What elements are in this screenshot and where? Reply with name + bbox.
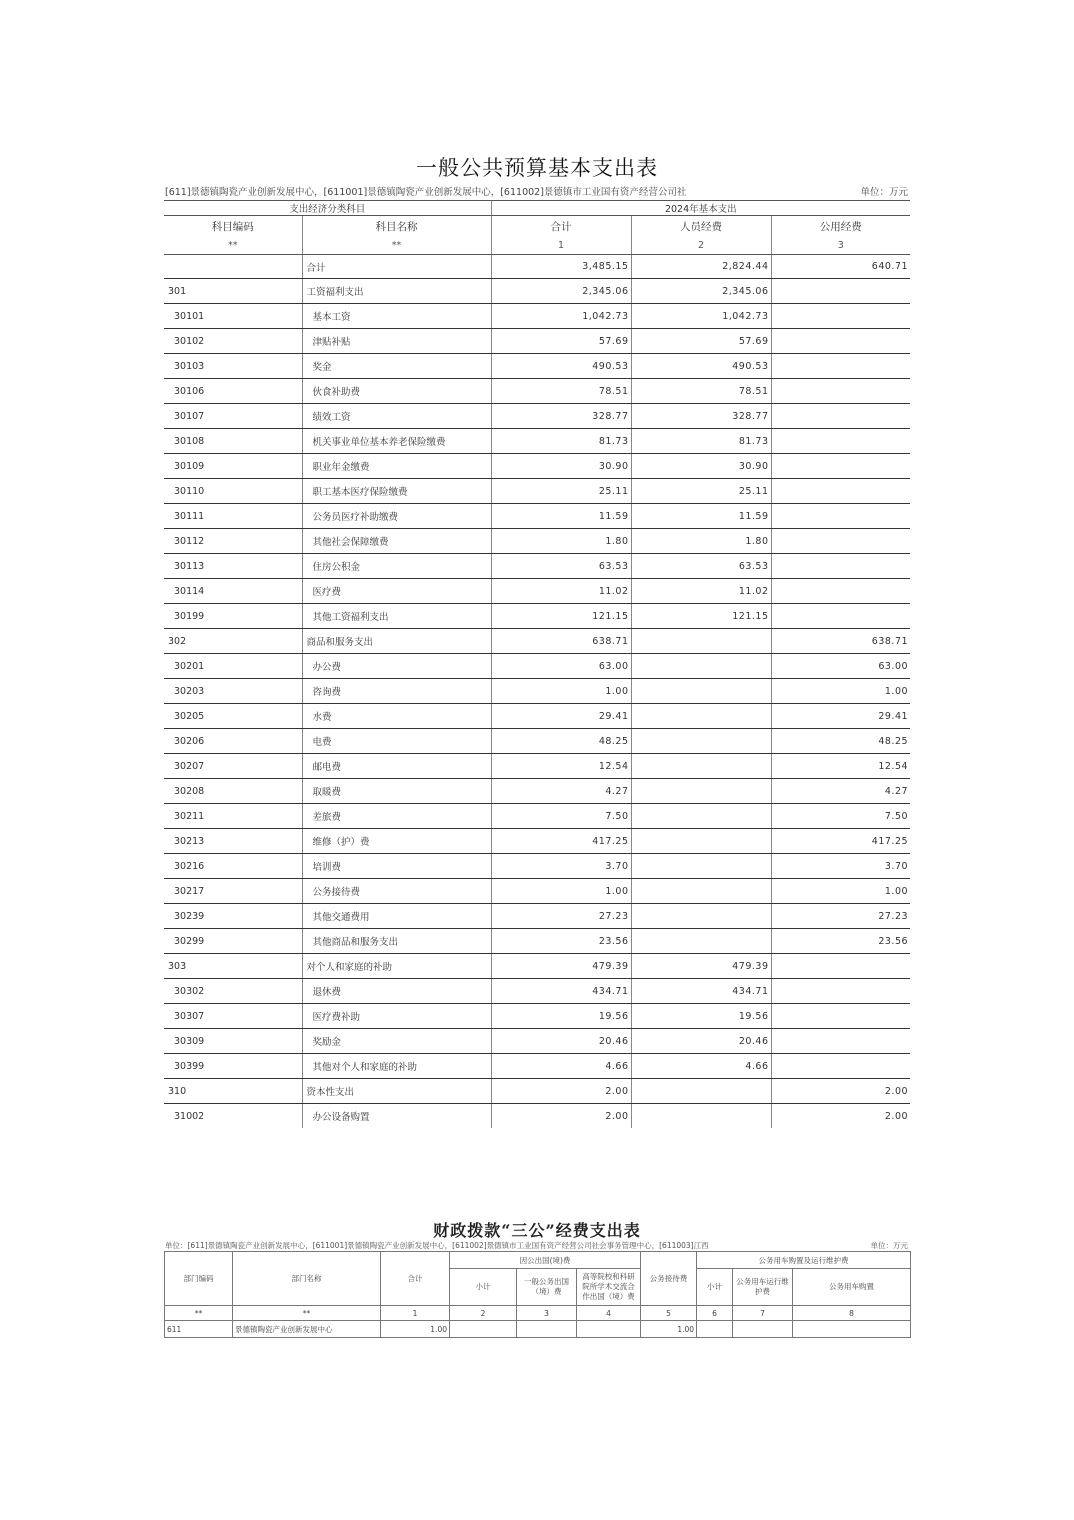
row-total: 78.51 <box>491 379 631 404</box>
row-public: 3.70 <box>771 854 910 879</box>
row-total: 2.00 <box>491 1079 631 1104</box>
row-personnel: 11.59 <box>631 504 771 529</box>
row-code: 30302 <box>164 979 302 1004</box>
index-public: 3 <box>771 236 910 255</box>
table-row <box>164 829 910 854</box>
row-name: 退休费 <box>302 979 491 1004</box>
row-public: 638.71 <box>771 629 910 654</box>
table-row <box>164 904 910 929</box>
budget-table-subtitle <box>165 184 910 198</box>
row-total: 4.66 <box>491 1054 631 1079</box>
row-personnel <box>631 704 771 729</box>
t2-data-row <box>165 1321 911 1338</box>
row-name: 维修（护）费 <box>302 829 491 854</box>
header-public: 公用经费 <box>771 216 910 237</box>
row-name: 绩效工资 <box>302 404 491 429</box>
row-public <box>771 404 910 429</box>
row-public <box>771 554 910 579</box>
row-name: 水费 <box>302 704 491 729</box>
t2-cell-code: 611 <box>165 1321 233 1338</box>
row-name: 机关事业单位基本养老保险缴费 <box>302 429 491 454</box>
row-public <box>771 1054 910 1079</box>
row-name: 商品和服务支出 <box>302 629 491 654</box>
three-public-table-title: 财政拨款“三公”经费支出表 <box>433 1221 641 1240</box>
row-total: 30.90 <box>491 454 631 479</box>
row-total: 48.25 <box>491 729 631 754</box>
row-name: 津贴补贴 <box>302 329 491 354</box>
row-total: 57.69 <box>491 329 631 354</box>
row-public: 1.00 <box>771 679 910 704</box>
t2-index: ** <box>165 1306 233 1321</box>
row-personnel: 20.46 <box>631 1029 771 1054</box>
three-public-org-names: 单位：[611]景德镇陶瓷产业创新发展中心，[611001]景德镇陶瓷产业创新发展中心，[611002]景德镇市工业国有资产经营公司社会事务管理中心，[611003]江西 <box>165 1241 709 1250</box>
row-personnel: 63.53 <box>631 554 771 579</box>
row-public <box>771 429 910 454</box>
row-name: 其他社会保障缴费 <box>302 529 491 554</box>
row-name: 差旅费 <box>302 804 491 829</box>
row-code: 30216 <box>164 854 302 879</box>
row-personnel: 1.80 <box>631 529 771 554</box>
row-code: 30208 <box>164 779 302 804</box>
table-row <box>164 954 910 979</box>
table-row <box>164 704 910 729</box>
row-code: 30111 <box>164 504 302 529</box>
row-code: 30203 <box>164 679 302 704</box>
row-total: 11.02 <box>491 579 631 604</box>
row-name: 其他商品和服务支出 <box>302 929 491 954</box>
row-code: 30101 <box>164 304 302 329</box>
row-code: 30112 <box>164 529 302 554</box>
row-personnel <box>631 804 771 829</box>
row-public <box>771 604 910 629</box>
table-row <box>164 779 910 804</box>
table-row <box>164 879 910 904</box>
row-public: 2.00 <box>771 1079 910 1104</box>
row-total: 1.80 <box>491 529 631 554</box>
row-public: 12.54 <box>771 754 910 779</box>
basic-expenditure-table <box>164 200 910 1128</box>
table-row <box>164 304 910 329</box>
table-row <box>164 454 910 479</box>
table-row <box>164 479 910 504</box>
row-code: 303 <box>164 954 302 979</box>
t2-cell-reception: 1.00 <box>641 1321 697 1338</box>
row-code: 30110 <box>164 479 302 504</box>
row-public <box>771 354 910 379</box>
row-total: 417.25 <box>491 829 631 854</box>
row-name: 基本工资 <box>302 304 491 329</box>
row-personnel <box>631 1079 771 1104</box>
row-name: 医疗费补助 <box>302 1004 491 1029</box>
table-row <box>164 554 910 579</box>
row-public <box>771 329 910 354</box>
row-personnel: 30.90 <box>631 454 771 479</box>
t2-header-vehicle-purchase: 公务用车购置 <box>793 1269 911 1306</box>
table-row <box>164 629 910 654</box>
t2-cell-total: 1.00 <box>381 1321 450 1338</box>
row-personnel: 57.69 <box>631 329 771 354</box>
row-name: 办公设备购置 <box>302 1104 491 1129</box>
row-total: 3,485.15 <box>491 255 631 279</box>
header-name: 科目名称 <box>302 216 491 237</box>
t2-cell-abroad-academic <box>577 1321 641 1338</box>
row-total: 490.53 <box>491 354 631 379</box>
t2-header-reception: 公务接待费 <box>641 1252 697 1306</box>
t2-index: 2 <box>450 1306 517 1321</box>
row-total: 434.71 <box>491 979 631 1004</box>
row-personnel <box>631 654 771 679</box>
row-personnel: 1,042.73 <box>631 304 771 329</box>
row-name: 办公费 <box>302 654 491 679</box>
row-public <box>771 954 910 979</box>
budget-table-title: 一般公共预算基本支出表 <box>416 156 658 180</box>
index-total: 1 <box>491 236 631 255</box>
table-row <box>164 329 910 354</box>
row-total: 1.00 <box>491 879 631 904</box>
row-name: 职工基本医疗保险缴费 <box>302 479 491 504</box>
three-public-table <box>164 1251 911 1338</box>
t2-header-abroad: 因公出国(境)费 <box>450 1252 641 1269</box>
table-row <box>164 929 910 954</box>
t2-header-dept-name: 部门名称 <box>233 1252 381 1306</box>
row-personnel <box>631 729 771 754</box>
three-public-unit: 单位：万元 <box>870 1241 908 1250</box>
row-total: 29.41 <box>491 704 631 729</box>
row-name: 其他工资福利支出 <box>302 604 491 629</box>
row-personnel: 479.39 <box>631 954 771 979</box>
table-row <box>164 604 910 629</box>
budget-unit: 单位：万元 <box>860 187 908 198</box>
row-code: 30107 <box>164 404 302 429</box>
row-public <box>771 304 910 329</box>
t2-index: 8 <box>793 1306 911 1321</box>
row-public: 7.50 <box>771 804 910 829</box>
row-code: 30205 <box>164 704 302 729</box>
row-code: 30213 <box>164 829 302 854</box>
row-code: 301 <box>164 279 302 304</box>
row-personnel: 2,345.06 <box>631 279 771 304</box>
row-personnel: 78.51 <box>631 379 771 404</box>
row-name: 公务接待费 <box>302 879 491 904</box>
t2-header-abroad-general: 一般公务出国（境）费 <box>517 1269 577 1306</box>
row-personnel: 434.71 <box>631 979 771 1004</box>
row-personnel: 2,824.44 <box>631 255 771 279</box>
row-public <box>771 379 910 404</box>
row-personnel: 81.73 <box>631 429 771 454</box>
row-code: 30207 <box>164 754 302 779</box>
row-total: 328.77 <box>491 404 631 429</box>
t2-header-abroad-subtotal: 小计 <box>450 1269 517 1306</box>
t2-index: 6 <box>697 1306 733 1321</box>
row-personnel <box>631 779 771 804</box>
row-total: 11.59 <box>491 504 631 529</box>
t2-header-vehicle: 公务用车购置及运行维护费 <box>697 1252 911 1269</box>
row-name: 其他对个人和家庭的补助 <box>302 1054 491 1079</box>
row-code: 31002 <box>174 1110 205 1122</box>
row-public: 63.00 <box>771 654 910 679</box>
row-name: 工资福利支出 <box>302 279 491 304</box>
row-code: 30206 <box>164 729 302 754</box>
t2-header-dept-code: 部门编码 <box>165 1252 233 1306</box>
row-name: 咨询费 <box>302 679 491 704</box>
header-group-economic-class: 支出经济分类科目 <box>164 201 491 216</box>
row-code: 30113 <box>164 554 302 579</box>
row-code: 30109 <box>164 454 302 479</box>
index-personnel: 2 <box>631 236 771 255</box>
row-name: 奖金 <box>302 354 491 379</box>
row-code: 30106 <box>164 379 302 404</box>
table-row <box>164 1104 910 1129</box>
table-row <box>164 404 910 429</box>
row-personnel: 11.02 <box>631 579 771 604</box>
row-name: 合计 <box>302 255 491 279</box>
t2-cell-name: 景德镇陶瓷产业创新发展中心 <box>233 1321 381 1338</box>
row-personnel <box>631 754 771 779</box>
t2-index: 3 <box>517 1306 577 1321</box>
row-name: 电费 <box>302 729 491 754</box>
row-public <box>771 1004 910 1029</box>
row-total: 479.39 <box>491 954 631 979</box>
row-public: 48.25 <box>771 729 910 754</box>
row-public <box>771 504 910 529</box>
row-code: 310 <box>164 1079 302 1104</box>
t2-index: ** <box>233 1306 381 1321</box>
row-total: 638.71 <box>491 629 631 654</box>
row-public <box>771 279 910 304</box>
t2-header-total: 合计 <box>381 1252 450 1306</box>
t2-cell-abroad-general <box>517 1321 577 1338</box>
table-row <box>164 854 910 879</box>
row-total: 1,042.73 <box>491 304 631 329</box>
row-total: 19.56 <box>491 1004 631 1029</box>
row-code: 30108 <box>164 429 302 454</box>
row-code: 30102 <box>164 329 302 354</box>
row-name: 邮电费 <box>302 754 491 779</box>
row-code: 30299 <box>164 929 302 954</box>
row-code: 30114 <box>164 579 302 604</box>
row-public: 4.27 <box>771 779 910 804</box>
row-code: 30399 <box>164 1054 302 1079</box>
t2-cell-vehicle-subtotal <box>697 1321 733 1338</box>
t2-header-vehicle-operation: 公务用车运行维护费 <box>733 1269 793 1306</box>
row-personnel: 25.11 <box>631 479 771 504</box>
table-row <box>164 529 910 554</box>
total-row <box>164 255 910 279</box>
row-code: 30199 <box>164 604 302 629</box>
row-total: 20.46 <box>491 1029 631 1054</box>
row-personnel <box>631 854 771 879</box>
table-row <box>164 804 910 829</box>
row-total: 2,345.06 <box>491 279 631 304</box>
row-total: 3.70 <box>491 854 631 879</box>
row-code: 30307 <box>164 1004 302 1029</box>
row-total: 63.00 <box>491 654 631 679</box>
t2-index: 4 <box>577 1306 641 1321</box>
table-row <box>164 429 910 454</box>
table-row <box>164 979 910 1004</box>
row-public: 1.00 <box>771 879 910 904</box>
row-personnel <box>631 1104 771 1129</box>
row-total: 12.54 <box>491 754 631 779</box>
budget-org-names: [611]景德镇陶瓷产业创新发展中心，[611001]景德镇陶瓷产业创新发展中心，[611002]景德镇市工业国有资产经营公司社 <box>165 187 687 198</box>
row-public <box>771 479 910 504</box>
header-personnel: 人员经费 <box>631 216 771 237</box>
table-row <box>164 354 910 379</box>
index-code: ** <box>164 236 302 255</box>
t2-index: 1 <box>381 1306 450 1321</box>
t2-index: 5 <box>641 1306 697 1321</box>
row-total: 23.56 <box>491 929 631 954</box>
row-personnel: 4.66 <box>631 1054 771 1079</box>
row-name: 对个人和家庭的补助 <box>302 954 491 979</box>
row-total: 121.15 <box>491 604 631 629</box>
row-public: 640.71 <box>771 255 910 279</box>
row-personnel <box>631 929 771 954</box>
row-public <box>771 979 910 1004</box>
row-name: 医疗费 <box>302 579 491 604</box>
table-row <box>164 1054 910 1079</box>
row-public <box>771 529 910 554</box>
row-public: 417.25 <box>771 829 910 854</box>
row-code: 30239 <box>164 904 302 929</box>
table-row <box>164 729 910 754</box>
row-total: 7.50 <box>491 804 631 829</box>
header-group-2024-basic: 2024年基本支出 <box>491 201 910 216</box>
row-public: 23.56 <box>771 929 910 954</box>
row-name: 伙食补助费 <box>302 379 491 404</box>
row-total: 25.11 <box>491 479 631 504</box>
row-personnel <box>631 904 771 929</box>
row-personnel: 490.53 <box>631 354 771 379</box>
row-total: 63.53 <box>491 554 631 579</box>
table-row <box>164 754 910 779</box>
table-row <box>164 654 910 679</box>
t2-cell-abroad-subtotal <box>450 1321 517 1338</box>
row-name: 公务员医疗补助缴费 <box>302 504 491 529</box>
table-row <box>164 679 910 704</box>
header-total: 合计 <box>491 216 631 237</box>
row-name: 职业年金缴费 <box>302 454 491 479</box>
row-public <box>771 1029 910 1054</box>
row-name: 培训费 <box>302 854 491 879</box>
row-total: 1.00 <box>491 679 631 704</box>
row-personnel <box>631 879 771 904</box>
row-public <box>771 579 910 604</box>
t2-index: 7 <box>733 1306 793 1321</box>
row-code: 30217 <box>164 879 302 904</box>
t2-cell-vehicle-operation <box>733 1321 793 1338</box>
row-personnel: 121.15 <box>631 604 771 629</box>
row-name: 其他交通费用 <box>302 904 491 929</box>
table-row <box>164 1029 910 1054</box>
basic-expenditure-rows <box>164 255 910 1129</box>
row-public: 27.23 <box>771 904 910 929</box>
row-public <box>771 454 910 479</box>
row-code: 30309 <box>164 1029 302 1054</box>
table-row <box>164 579 910 604</box>
index-name: ** <box>302 236 491 255</box>
row-total: 4.27 <box>491 779 631 804</box>
row-name: 住房公积金 <box>302 554 491 579</box>
row-code: 30103 <box>164 354 302 379</box>
t2-header-vehicle-subtotal: 小计 <box>697 1269 733 1306</box>
row-personnel <box>631 629 771 654</box>
row-name: 奖励金 <box>302 1029 491 1054</box>
row-personnel <box>631 679 771 704</box>
row-total: 2.00 <box>491 1104 631 1129</box>
table-row <box>164 379 910 404</box>
row-code <box>164 255 302 279</box>
row-total: 27.23 <box>491 904 631 929</box>
row-name: 取暖费 <box>302 779 491 804</box>
table-row <box>164 1004 910 1029</box>
header-code: 科目编码 <box>211 220 254 233</box>
t2-header-abroad-academic: 高等院校和科研院所学术交流合作出国（境）费 <box>577 1269 641 1306</box>
row-code: 30211 <box>164 804 302 829</box>
row-total: 81.73 <box>491 429 631 454</box>
row-personnel <box>631 829 771 854</box>
row-public: 2.00 <box>771 1104 910 1129</box>
row-public: 29.41 <box>771 704 910 729</box>
row-code: 30201 <box>164 654 302 679</box>
table-row <box>164 504 910 529</box>
row-code: 302 <box>164 629 302 654</box>
row-personnel: 19.56 <box>631 1004 771 1029</box>
table-row <box>164 1079 910 1104</box>
t2-cell-vehicle-purchase <box>793 1321 911 1338</box>
row-personnel: 328.77 <box>631 404 771 429</box>
row-name: 资本性支出 <box>302 1079 491 1104</box>
table-row <box>164 279 910 304</box>
